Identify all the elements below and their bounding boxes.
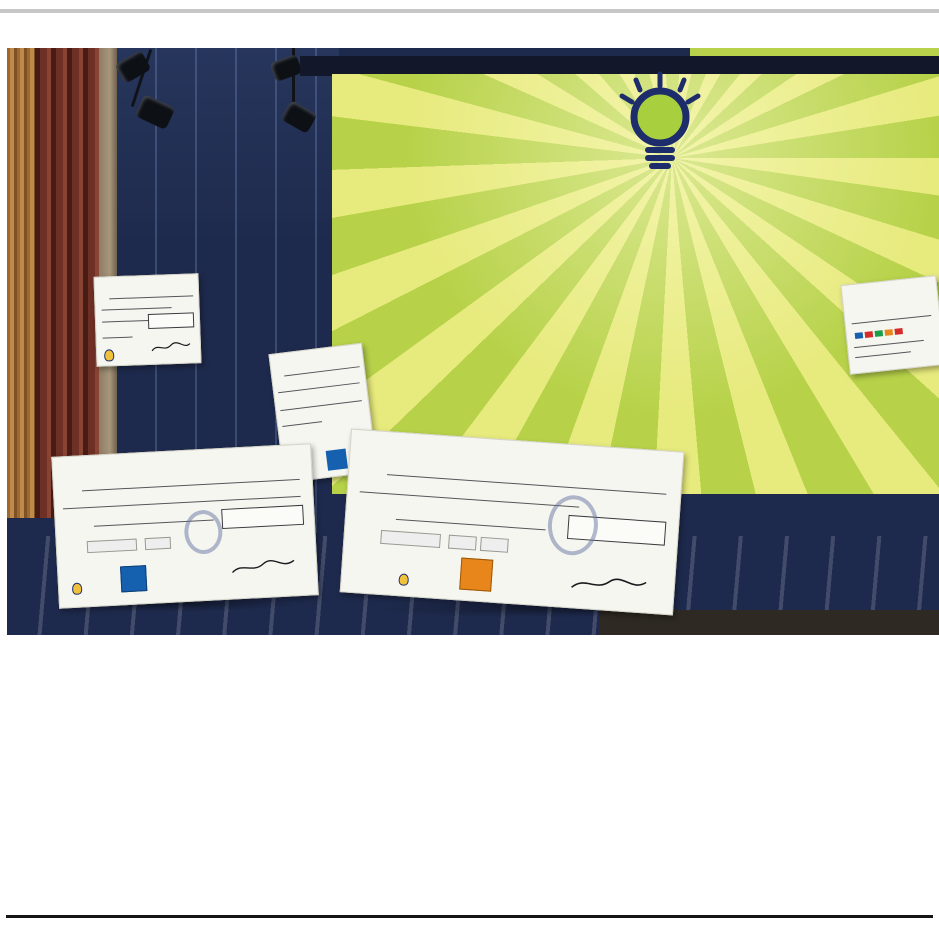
amount	[221, 505, 304, 529]
sof-watermark-bulb	[546, 494, 600, 557]
cheque-fragment-right	[841, 275, 939, 375]
signature	[230, 557, 297, 576]
imo-logo	[459, 558, 493, 592]
sof-watermark-bulb	[183, 509, 223, 555]
sof-mini-logo	[397, 573, 410, 586]
stage-curtain-gold	[7, 48, 35, 518]
nco-logo	[120, 565, 147, 592]
amount	[148, 312, 194, 329]
signature	[150, 340, 192, 353]
news-photo	[0, 48, 939, 635]
signature	[569, 573, 648, 596]
masthead	[0, 0, 939, 19]
bottom-rule	[6, 915, 933, 918]
sof-mini-logo	[71, 582, 84, 595]
sof-mini-logo	[103, 349, 115, 361]
cheque-class11	[93, 273, 201, 367]
sof-logo	[540, 62, 780, 174]
cheque-kshitij	[340, 429, 685, 616]
logo-chips	[855, 328, 903, 339]
stage-curtain-maroon	[35, 48, 99, 518]
nco-logo	[326, 449, 348, 471]
photo-left-margin	[0, 48, 7, 635]
cheque-diya	[51, 443, 319, 608]
